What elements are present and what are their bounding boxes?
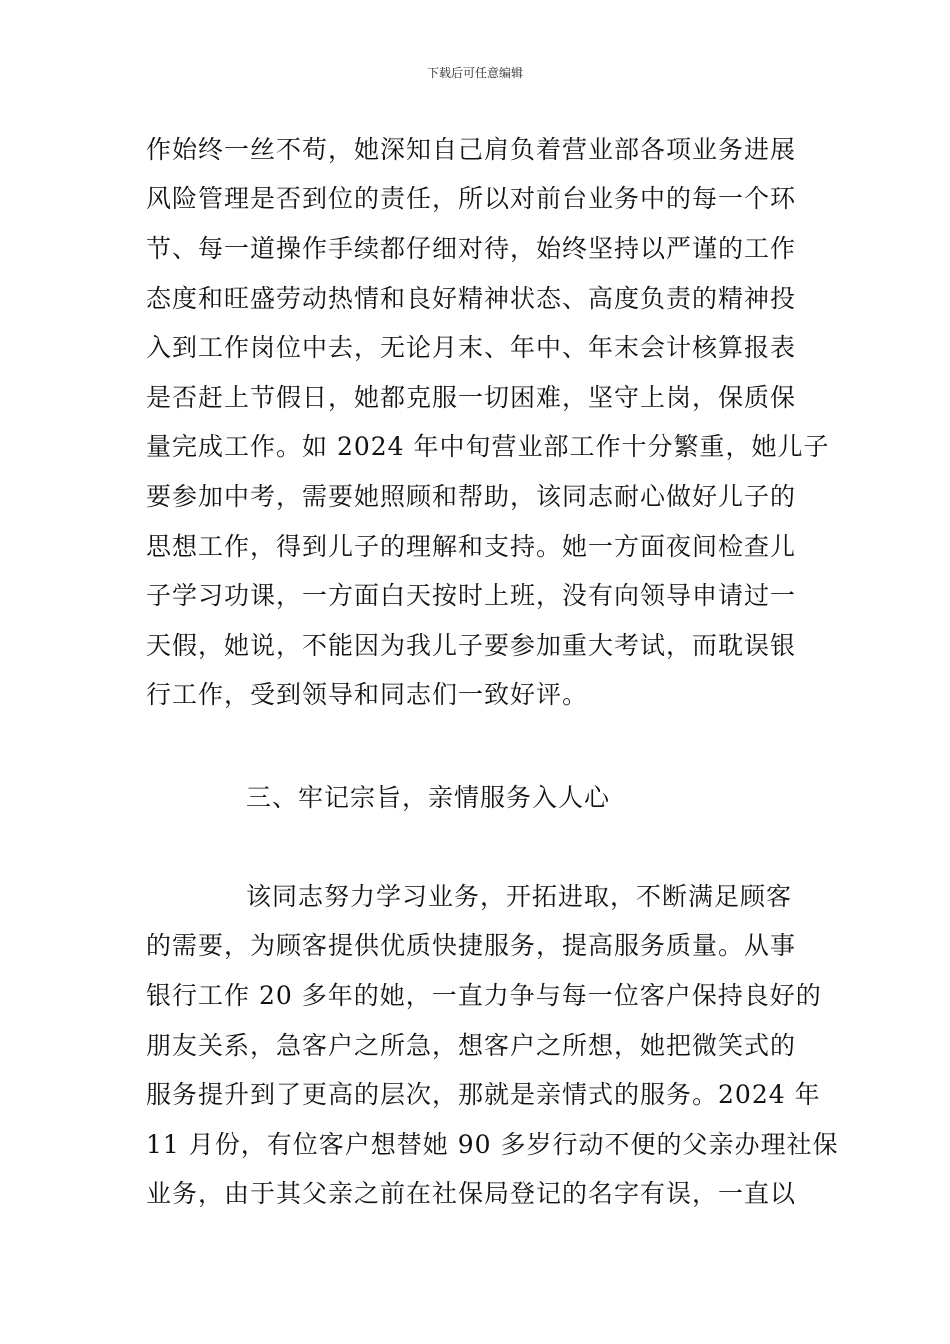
text-line: 子学习功课，一方面白天按时上班，没有向领导申请过一: [146, 581, 797, 610]
text-line: 思想工作，得到儿子的理解和支持。她一方面夜间检查儿: [146, 532, 797, 561]
section-heading: 三、牢记宗旨，亲情服务入人心: [246, 783, 611, 812]
text-line: 是否赶上节假日，她都克服一切困难，坚守上岗，保质保: [146, 383, 797, 412]
text-line: 风险管理是否到位的责任，所以对前台业务中的每一个环: [146, 184, 797, 213]
text-line: 入到工作岗位中去，无论月末、年中、年末会计核算报表: [146, 333, 797, 362]
text-line: 朋友关系，急客户之所急，想客户之所想，她把微笑式的: [146, 1031, 797, 1060]
text-line: 服务提升到了更高的层次，那就是亲情式的服务。2024 年: [146, 1080, 821, 1109]
text-line: 银行工作 20 多年的她，一直力争与每一位客户保持良好的: [146, 981, 822, 1010]
text-line: 11 月份，有位客户想替她 90 多岁行动不便的父亲办理社保: [146, 1130, 839, 1159]
text-line: 业务，由于其父亲之前在社保局登记的名字有误，一直以: [146, 1179, 797, 1208]
text-line: 天假，她说，不能因为我儿子要参加重大考试，而耽误银: [146, 631, 797, 660]
text-line: 量完成工作。如 2024 年中旬营业部工作十分繁重，她儿子: [146, 432, 830, 461]
text-line: 作始终一丝不苟，她深知自己肩负着营业部各项业务进展: [146, 135, 797, 164]
text-line: 节、每一道操作手续都仔细对待，始终坚持以严谨的工作: [146, 234, 797, 263]
text-line: 要参加中考，需要她照顾和帮助，该同志耐心做好儿子的: [146, 482, 797, 511]
text-line: 的需要，为顾客提供优质快捷服务，提高服务质量。从事: [146, 931, 797, 960]
text-line: 该同志努力学习业务，开拓进取，不断满足顾客: [246, 882, 793, 911]
page-header: 下载后可任意编辑: [426, 66, 523, 80]
text-line: 态度和旺盛劳动热情和良好精神状态、高度负责的精神投: [146, 284, 797, 313]
text-line: 行工作，受到领导和同志们一致好评。: [146, 680, 589, 709]
